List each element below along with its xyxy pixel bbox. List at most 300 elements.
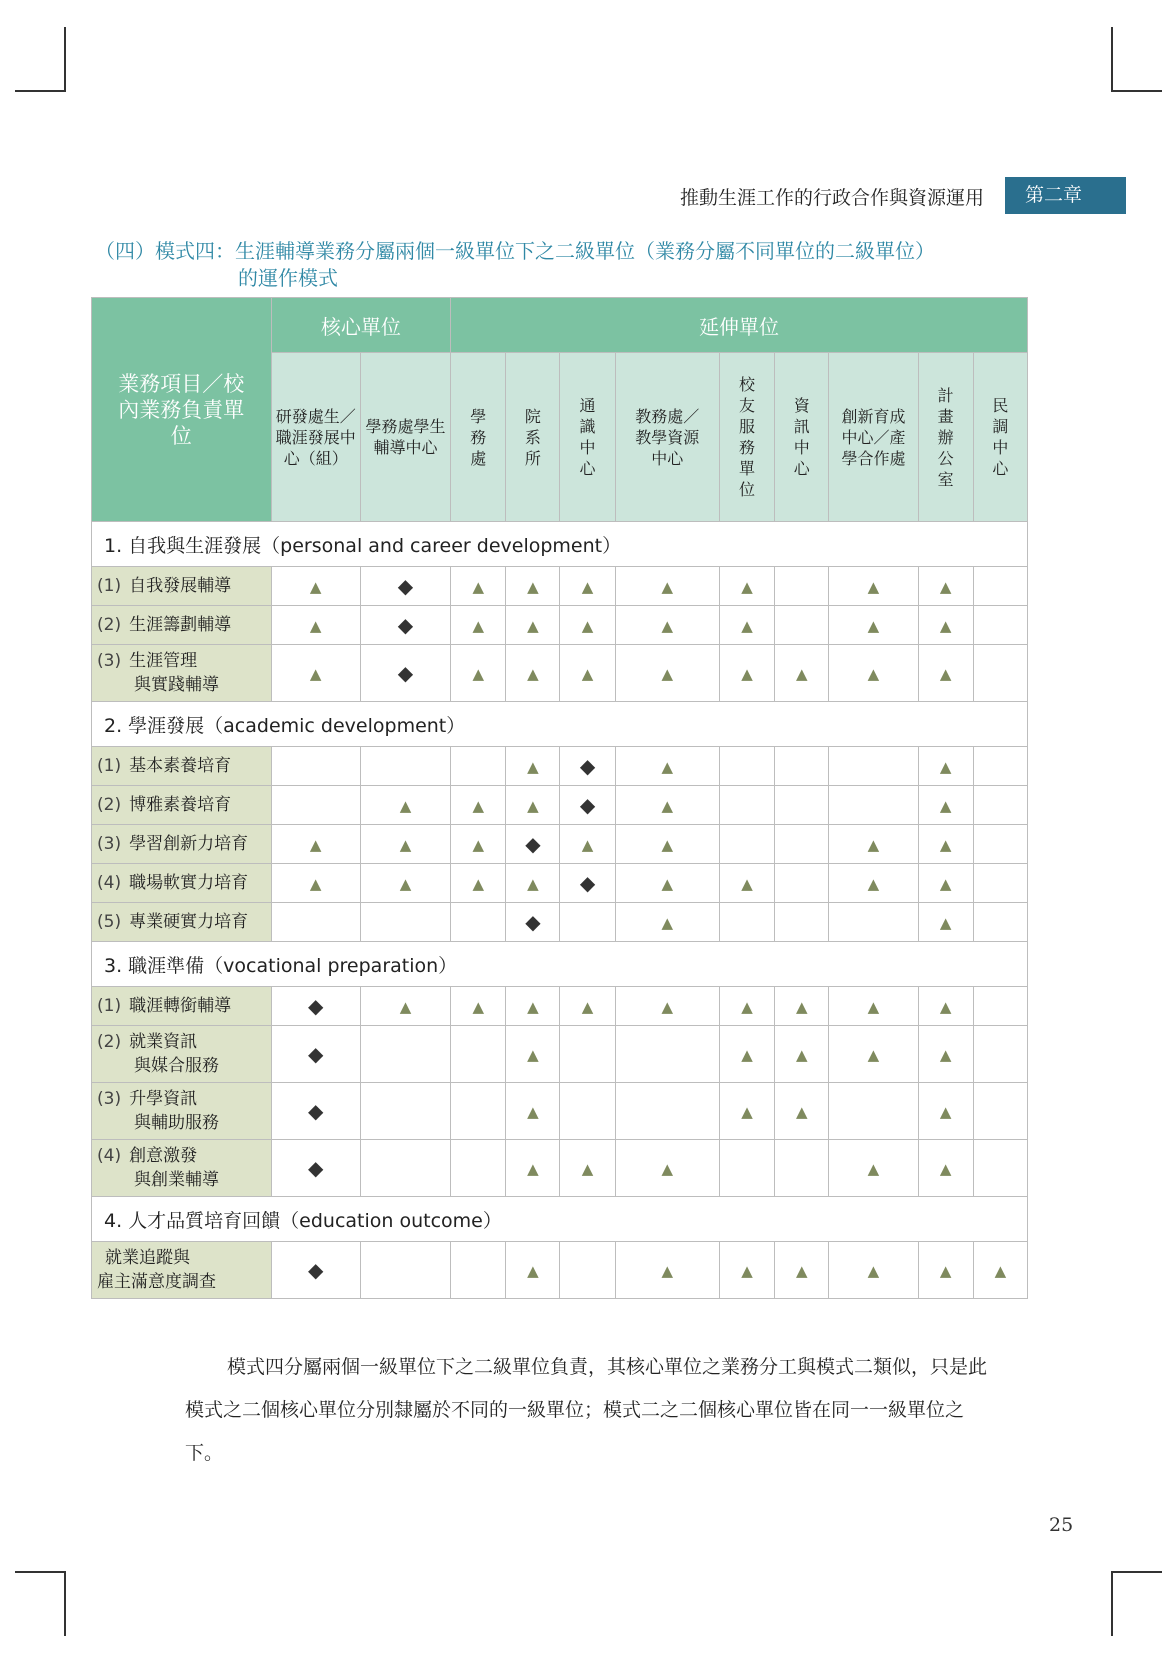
triangle-icon: ▲	[527, 1159, 539, 1178]
section-heading	[95, 238, 1015, 292]
body-paragraph: 模式四分屬兩個一級單位下之二級單位負責，其核心單位之業務分工與模式二類似，只是此模式之二個核心單位分別隸屬於不同的一級單位；模式二之二個核心單位皆在同一一級單位之下。	[185, 1356, 988, 1464]
diamond-icon: ◆	[397, 661, 414, 685]
matrix-cell	[719, 567, 774, 606]
row-label	[92, 1083, 272, 1140]
matrix-cell	[775, 567, 829, 606]
matrix-cell	[451, 1140, 506, 1197]
matrix-cell	[560, 567, 615, 606]
matrix-cell	[560, 864, 615, 903]
matrix-cell	[918, 1026, 973, 1083]
triangle-icon: ▲	[867, 1261, 880, 1280]
section-title: 1. 自我與生涯發展（personal and career development）	[92, 522, 1028, 567]
triangle-icon: ▲	[867, 874, 880, 893]
triangle-icon: ▲	[867, 616, 880, 635]
column-header-label: 研發處生／職涯發展中心（組）	[275, 406, 356, 468]
triangle-icon: ▲	[661, 874, 674, 893]
crop-mark	[64, 27, 66, 92]
matrix-cell	[829, 864, 918, 903]
table-row	[92, 567, 1028, 606]
triangle-icon: ▲	[472, 835, 484, 854]
diamond-icon: ◆	[308, 1258, 324, 1282]
matrix-cell	[560, 747, 615, 786]
row-label-text: 學習創新力培育	[129, 834, 249, 854]
row-label-text: 就業追蹤與	[105, 1248, 190, 1268]
column-header-label: 民調中心	[992, 396, 1009, 478]
matrix-cell	[506, 1083, 560, 1140]
column-header	[271, 353, 360, 522]
triangle-icon: ▲	[472, 577, 484, 596]
triangle-icon: ▲	[472, 796, 484, 815]
matrix-cell	[451, 903, 506, 942]
matrix-cell	[829, 1083, 918, 1140]
column-header	[775, 353, 829, 522]
matrix-cell	[506, 903, 560, 942]
matrix-cell	[271, 606, 360, 645]
matrix-cell	[918, 567, 973, 606]
matrix-cell	[560, 1026, 615, 1083]
matrix-cell	[451, 747, 506, 786]
section-row	[92, 942, 1028, 987]
matrix-cell	[360, 864, 450, 903]
matrix-cell	[918, 825, 973, 864]
triangle-icon: ▲	[472, 874, 484, 893]
triangle-icon: ▲	[741, 664, 753, 683]
matrix-cell	[506, 987, 560, 1026]
matrix-cell	[973, 864, 1027, 903]
matrix-cell	[829, 825, 918, 864]
row-label	[92, 606, 272, 645]
triangle-icon: ▲	[472, 664, 484, 683]
matrix-cell	[360, 825, 450, 864]
matrix-cell	[615, 606, 719, 645]
matrix-cell	[360, 903, 450, 942]
matrix-cell	[271, 747, 360, 786]
triangle-icon: ▲	[741, 874, 753, 893]
column-header	[719, 353, 774, 522]
diamond-icon: ◆	[525, 832, 541, 856]
matrix-cell	[775, 1140, 829, 1197]
matrix-cell	[719, 786, 774, 825]
row-label-text: 基本素養培育	[129, 756, 232, 776]
matrix-cell	[615, 825, 719, 864]
triangle-icon: ▲	[661, 1261, 674, 1280]
matrix-cell	[560, 1083, 615, 1140]
triangle-icon: ▲	[581, 577, 594, 596]
triangle-icon: ▲	[939, 577, 952, 596]
row-label-text: 專業硬實力培育	[129, 912, 249, 932]
diamond-icon: ◆	[525, 910, 541, 934]
triangle-icon: ▲	[399, 874, 412, 893]
matrix-cell	[271, 567, 360, 606]
table-row	[92, 645, 1028, 702]
matrix-cell	[360, 606, 450, 645]
triangle-icon: ▲	[399, 997, 412, 1016]
column-header-label: 通識中心	[579, 396, 596, 478]
triangle-icon: ▲	[795, 664, 808, 683]
matrix-cell	[775, 1026, 829, 1083]
matrix-cell	[973, 1026, 1027, 1083]
matrix-cell	[615, 567, 719, 606]
column-header	[451, 353, 506, 522]
matrix-cell	[775, 1242, 829, 1299]
matrix-cell	[918, 1140, 973, 1197]
matrix-cell	[271, 1083, 360, 1140]
matrix-cell	[918, 606, 973, 645]
section-row	[92, 1197, 1028, 1242]
triangle-icon: ▲	[939, 757, 952, 776]
triangle-icon: ▲	[661, 1159, 674, 1178]
row-label-text: 生涯管理	[129, 651, 198, 671]
matrix-cell	[360, 1140, 450, 1197]
column-header	[560, 353, 615, 522]
matrix-cell	[615, 903, 719, 942]
row-label	[92, 786, 272, 825]
section-title: 4. 人才品質培育回饋（education outcome）	[92, 1197, 1028, 1242]
row-label-text: 生涯籌劃輔導	[129, 615, 232, 635]
row-label	[92, 864, 272, 903]
matrix-cell	[615, 747, 719, 786]
triangle-icon: ▲	[309, 835, 322, 854]
matrix-cell	[506, 1242, 560, 1299]
matrix-cell	[719, 606, 774, 645]
row-label-text: 職涯轉銜輔導	[129, 996, 232, 1016]
crop-mark	[15, 1571, 65, 1573]
column-header-label: 院系所	[524, 406, 541, 468]
table-row	[92, 1083, 1028, 1140]
column-header-label: 校友服務單位	[739, 375, 756, 499]
matrix-cell	[506, 1140, 560, 1197]
triangle-icon: ▲	[309, 616, 322, 635]
table-row	[92, 1242, 1028, 1299]
matrix-cell	[360, 645, 450, 702]
matrix-cell	[973, 1242, 1027, 1299]
diamond-icon: ◆	[308, 994, 324, 1018]
matrix-cell	[775, 747, 829, 786]
triangle-icon: ▲	[939, 913, 952, 932]
matrix-cell	[451, 1083, 506, 1140]
row-label	[92, 825, 272, 864]
matrix-cell	[719, 987, 774, 1026]
triangle-icon: ▲	[527, 997, 539, 1016]
matrix-cell	[973, 987, 1027, 1026]
matrix-cell	[719, 747, 774, 786]
matrix-cell	[973, 747, 1027, 786]
crop-mark	[1111, 27, 1113, 92]
matrix-cell	[918, 903, 973, 942]
triangle-icon: ▲	[527, 616, 539, 635]
matrix-cell	[918, 1242, 973, 1299]
matrix-cell	[829, 987, 918, 1026]
triangle-icon: ▲	[527, 1261, 539, 1280]
matrix-cell	[918, 1083, 973, 1140]
row-number: (4)	[97, 873, 122, 893]
triangle-icon: ▲	[581, 616, 594, 635]
matrix-cell	[973, 1140, 1027, 1197]
matrix-cell	[829, 606, 918, 645]
diamond-icon: ◆	[579, 871, 596, 895]
row-label-continuation: 與輔助服務	[134, 1113, 219, 1133]
matrix-cell	[973, 786, 1027, 825]
matrix-cell	[615, 1083, 719, 1140]
triangle-icon: ▲	[527, 1102, 539, 1121]
matrix-cell	[360, 786, 450, 825]
column-header-label: 學務處	[470, 406, 487, 468]
matrix-cell	[615, 645, 719, 702]
matrix-cell	[271, 825, 360, 864]
triangle-icon: ▲	[527, 796, 539, 815]
table-row	[92, 747, 1028, 786]
matrix-cell	[918, 645, 973, 702]
triangle-icon: ▲	[399, 835, 412, 854]
matrix-cell	[271, 1242, 360, 1299]
matrix-cell	[506, 747, 560, 786]
row-number: (3)	[97, 834, 122, 854]
matrix-cell	[451, 645, 506, 702]
matrix-cell	[360, 1026, 450, 1083]
triangle-icon: ▲	[939, 1102, 952, 1121]
section-heading-line1: （四）模式四：生涯輔導業務分屬兩個一級單位下之二級單位（業務分屬不同單位的二級單位）	[95, 239, 935, 263]
diamond-icon: ◆	[579, 754, 596, 778]
matrix-cell	[560, 987, 615, 1026]
row-number: (1)	[97, 756, 122, 776]
row-label-text: 升學資訊	[129, 1089, 198, 1109]
triangle-icon: ▲	[939, 616, 952, 635]
matrix-cell	[271, 1140, 360, 1197]
matrix-cell	[451, 567, 506, 606]
column-header	[829, 353, 918, 522]
matrix-cell	[615, 864, 719, 903]
matrix-cell	[360, 1083, 450, 1140]
matrix-cell	[918, 864, 973, 903]
matrix-cell	[775, 864, 829, 903]
matrix-cell	[615, 1242, 719, 1299]
matrix-cell	[918, 747, 973, 786]
running-title: 推動生涯工作的行政合作與資源運用	[679, 187, 984, 209]
table-row	[92, 987, 1028, 1026]
matrix-cell	[451, 606, 506, 645]
column-header	[360, 353, 450, 522]
matrix-cell	[829, 786, 918, 825]
triangle-icon: ▲	[939, 796, 952, 815]
section-row	[92, 522, 1028, 567]
matrix-cell	[271, 864, 360, 903]
matrix-cell	[775, 606, 829, 645]
table-row	[92, 864, 1028, 903]
triangle-icon: ▲	[741, 1102, 753, 1121]
matrix-cell	[775, 825, 829, 864]
matrix-cell	[271, 1026, 360, 1083]
column-header-label: 創新育成中心／產學合作處	[841, 406, 906, 468]
crop-mark	[1112, 90, 1162, 92]
row-number: (5)	[97, 912, 122, 932]
triangle-icon: ▲	[661, 757, 674, 776]
triangle-icon: ▲	[661, 913, 674, 932]
triangle-icon: ▲	[867, 664, 880, 683]
matrix-cell	[451, 786, 506, 825]
row-number: (2)	[97, 795, 122, 815]
matrix-cell	[451, 864, 506, 903]
row-number: (4)	[97, 1146, 122, 1166]
matrix-cell	[615, 1140, 719, 1197]
triangle-icon: ▲	[309, 874, 322, 893]
triangle-icon: ▲	[527, 577, 539, 596]
matrix-cell	[775, 645, 829, 702]
triangle-icon: ▲	[309, 664, 322, 683]
column-header-label: 資訊中心	[793, 396, 810, 478]
matrix-cell	[271, 645, 360, 702]
triangle-icon: ▲	[472, 997, 484, 1016]
matrix-cell	[973, 903, 1027, 942]
matrix-cell	[506, 567, 560, 606]
table-row	[92, 1140, 1028, 1197]
matrix-cell	[451, 825, 506, 864]
triangle-icon: ▲	[661, 577, 674, 596]
row-label-text: 就業資訊	[129, 1032, 198, 1052]
matrix-cell	[506, 864, 560, 903]
matrix-cell	[918, 987, 973, 1026]
triangle-icon: ▲	[741, 577, 753, 596]
diamond-icon: ◆	[308, 1156, 324, 1180]
column-header-label: 學務處學生輔導中心	[365, 417, 446, 457]
matrix-cell	[719, 1026, 774, 1083]
row-number: (3)	[97, 1089, 122, 1109]
extended-units-header: 延伸單位	[451, 298, 1028, 353]
matrix-cell	[973, 645, 1027, 702]
triangle-icon: ▲	[661, 997, 674, 1016]
triangle-icon: ▲	[527, 757, 539, 776]
row-label	[92, 1242, 272, 1299]
row-label-continuation: 與媒合服務	[134, 1056, 219, 1076]
column-header-label: 計畫辦公室	[937, 385, 954, 489]
column-header	[506, 353, 560, 522]
matrix-cell	[360, 1242, 450, 1299]
triangle-icon: ▲	[661, 835, 674, 854]
row-number: (2)	[97, 615, 122, 635]
matrix-cell	[719, 1140, 774, 1197]
matrix-cell	[560, 1140, 615, 1197]
matrix-cell	[829, 1140, 918, 1197]
matrix-cell	[506, 825, 560, 864]
matrix-cell	[615, 786, 719, 825]
matrix-cell	[506, 1026, 560, 1083]
matrix-cell	[775, 786, 829, 825]
triangle-icon: ▲	[741, 616, 753, 635]
column-header-label: 教務處／教學資源中心	[635, 406, 700, 468]
row-number: (3)	[97, 651, 122, 671]
diamond-icon: ◆	[308, 1099, 324, 1123]
triangle-icon: ▲	[661, 664, 674, 683]
matrix-cell	[719, 903, 774, 942]
table-row	[92, 1026, 1028, 1083]
matrix-cell	[775, 903, 829, 942]
triangle-icon: ▲	[939, 835, 952, 854]
table-row	[92, 606, 1028, 645]
triangle-icon: ▲	[939, 997, 952, 1016]
triangle-icon: ▲	[867, 835, 880, 854]
core-units-header: 核心單位	[271, 298, 451, 353]
matrix-cell	[451, 1242, 506, 1299]
row-number: (2)	[97, 1032, 122, 1052]
triangle-icon: ▲	[795, 997, 808, 1016]
row-label	[92, 645, 272, 702]
matrix-cell	[973, 1083, 1027, 1140]
triangle-icon: ▲	[661, 616, 674, 635]
matrix-cell	[271, 903, 360, 942]
matrix-cell	[719, 645, 774, 702]
row-label-continuation: 與實踐輔導	[134, 675, 219, 695]
matrix-cell	[829, 567, 918, 606]
triangle-icon: ▲	[741, 997, 753, 1016]
section-title: 3. 職涯準備（vocational preparation）	[92, 942, 1028, 987]
matrix-cell	[719, 864, 774, 903]
crop-mark	[15, 90, 65, 92]
diamond-icon: ◆	[397, 613, 414, 637]
matrix-cell	[506, 645, 560, 702]
matrix-cell	[271, 987, 360, 1026]
triangle-icon: ▲	[661, 796, 674, 815]
matrix-cell	[973, 606, 1027, 645]
corner-header: 業務項目／校內業務負責單位	[92, 298, 272, 522]
triangle-icon: ▲	[939, 874, 952, 893]
triangle-icon: ▲	[581, 1159, 594, 1178]
matrix-cell	[719, 1242, 774, 1299]
matrix-cell	[918, 786, 973, 825]
triangle-icon: ▲	[994, 1261, 1007, 1280]
triangle-icon: ▲	[581, 664, 594, 683]
triangle-icon: ▲	[867, 1159, 880, 1178]
table-row	[92, 825, 1028, 864]
matrix-cell	[506, 786, 560, 825]
row-label-continuation: 雇主滿意度調查	[97, 1272, 216, 1292]
triangle-icon: ▲	[939, 1045, 952, 1064]
row-label-text: 創意激發	[129, 1146, 198, 1166]
matrix-cell	[829, 1026, 918, 1083]
triangle-icon: ▲	[309, 577, 322, 596]
page-number: 25	[1049, 1514, 1074, 1536]
section-title: 2. 學涯發展（academic development）	[92, 702, 1028, 747]
matrix-cell	[615, 1026, 719, 1083]
triangle-icon: ▲	[581, 997, 594, 1016]
matrix-cell	[973, 567, 1027, 606]
row-label-text: 博雅素養培育	[129, 795, 232, 815]
row-number: (1)	[97, 576, 122, 596]
matrix-cell	[451, 1026, 506, 1083]
triangle-icon: ▲	[527, 874, 539, 893]
crop-mark	[1112, 1571, 1162, 1573]
column-header	[615, 353, 719, 522]
matrix-cell	[829, 645, 918, 702]
triangle-icon: ▲	[581, 835, 594, 854]
crop-mark	[1111, 1571, 1113, 1636]
matrix-cell	[829, 903, 918, 942]
matrix-cell	[560, 903, 615, 942]
diamond-icon: ◆	[579, 793, 596, 817]
row-label	[92, 567, 272, 606]
matrix-cell	[506, 606, 560, 645]
matrix-cell	[560, 606, 615, 645]
row-label	[92, 903, 272, 942]
row-label-continuation: 與創業輔導	[134, 1170, 219, 1190]
row-number: (1)	[97, 996, 122, 1016]
matrix-cell	[560, 645, 615, 702]
chapter-tab: 第二章	[1005, 177, 1126, 214]
matrix-cell	[973, 825, 1027, 864]
triangle-icon: ▲	[527, 664, 539, 683]
triangle-icon: ▲	[741, 1045, 753, 1064]
matrix-cell	[775, 987, 829, 1026]
triangle-icon: ▲	[399, 796, 412, 815]
row-label-text: 職場軟實力培育	[129, 873, 249, 893]
